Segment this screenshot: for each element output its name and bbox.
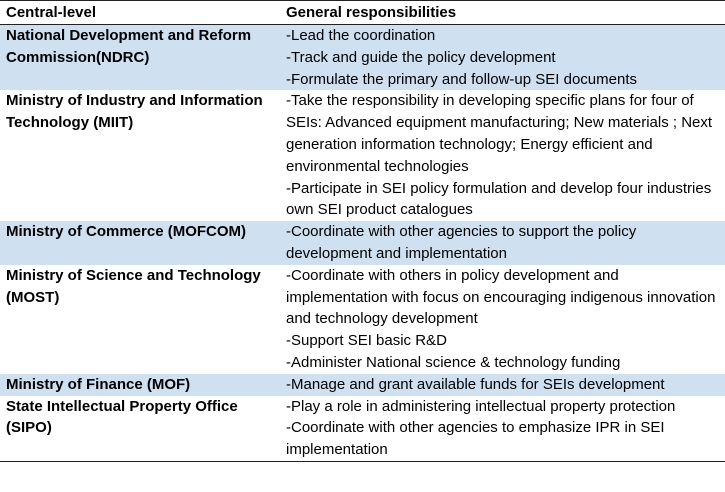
responsibility-item: -Lead the coordination [286,27,436,44]
responsibilities-cell [278,374,725,396]
agency-name: Ministry of Science and Technology (MOST) [6,266,261,306]
table-row [0,396,725,462]
table-row [0,221,725,265]
agency-name: Ministry of Commerce (MOFCOM) [0,221,278,265]
responsibility-item: -Coordinate with others in policy development and implementation with focus on encouraging indigenous innovation and technology development [286,266,716,328]
table-row [0,265,725,374]
responsibility-item: -Support SEI basic R&D [286,332,447,350]
responsibility-item: -Coordinate with other agencies to support the policy development and implementation [286,223,637,262]
responsibilities-cell [278,90,725,221]
responsibilities-cell [278,25,725,91]
table-body [0,25,725,462]
agency-name: Ministry of Finance (MOF) [0,374,278,396]
table-header [0,1,725,25]
table-row [0,374,725,396]
header-general-responsibilities: General responsibilities [278,1,725,25]
responsibility-item: -Manage and grant available funds for SEIs development [286,375,665,393]
responsibilities-cell [278,396,725,462]
responsibility-item: -Play a role in administering intellectual property protection [286,397,676,415]
agency-name: State Intellectual Property Office (SIPO) [0,396,278,462]
header-central-level: Central-level [0,1,278,25]
agency-name: Ministry of Industry and Information Technology (MIIT) [6,92,263,132]
header-row [0,1,725,25]
responsibilities-cell [278,221,725,265]
responsibilities-cell [278,265,725,374]
table-row [0,90,725,221]
responsibility-item: -Take the responsibility in developing specific plans for four of SEIs: Advanced equipment manufacturing; New materials ; Next generation information technology; Energy efficient and environmental technologies [286,92,713,175]
responsibility-item: -Administer National science & technology funding [286,353,621,371]
agency-name: National Development and Reform Commission(NDRC) [0,25,278,91]
responsibility-item: -Formulate the primary and follow-up SEI documents [286,70,637,88]
table-row [0,25,725,91]
responsibility-item: -Participate in SEI policy formulation and develop four industries own SEI product catalogues [286,179,712,219]
responsibility-item: -Track and guide the policy development [286,48,556,66]
responsibility-item: -Coordinate with other agencies to emphasize IPR in SEI implementation [286,419,665,459]
